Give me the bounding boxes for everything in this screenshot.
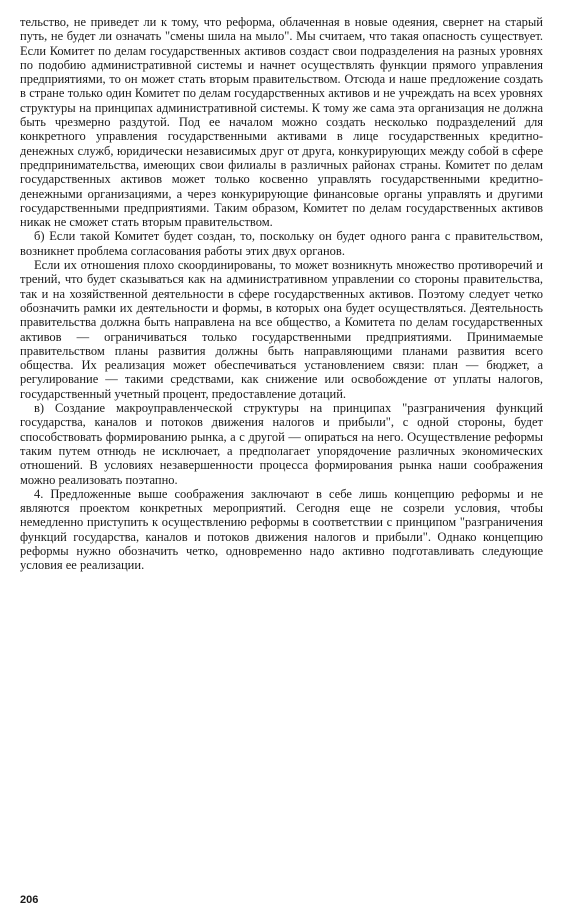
page-number: 206 [20, 893, 39, 906]
paragraph-v: в) Создание макроуправленческой структуры на принципах "разграничения функций государства, каналов и потоков движения налогов и прибыли", с одной стороны, будет способствовать формированию рынка, а с другой — опираться на него. Осуществление реформы таким путем отнюдь не исключает, а предполагает упорядочение различных экономических отношений. В условиях незавершенности процесса формирования рынка наши соображения можно реализовать поэтапно. [20, 401, 543, 487]
paragraph-b: б) Если такой Комитет будет создан, то, поскольку он будет одного ранга с правительством, возникнет проблема согласования работы этих двух органов. [20, 229, 543, 258]
paragraph-continuation: тельство, не приведет ли к тому, что реформа, облаченная в новые одеяния, свернет на старый путь, не будет ли означать "смены шила на мыло". Мы считаем, что такая опасность существует. Если Комитет по делам государственных активов создаст свои подразделения на разных уровнях по подобию административной системы и начнет осуществлять функции прямого управления предприятиями, то он может стать вторым правительством. Отсюда и наше предложение создать в стране только один Комитет по делам государственных активов и не учреждать на всех уровнях структуры на принципах административной системы. К тому же сама эта организация не должна быть чрезмерно раздутой. Под ее началом можно создать несколько подразделений для конкретного управления государственными активами в лице государственных кредитно-денежных служб, юридически независимых друг от друга, конкурирующих между собой в сфере предпринимательства, имеющих свои филиалы в различных районах страны. Комитет по делам государственных активов может только косвенно управлять государственными кредитно-денежными организациями, а через конкурирующие финансовые органы управлять и другими государственными предприятиями. Таким образом, Комитет по делам государственных активов никак не сможет стать вторым правительством. [20, 15, 543, 230]
paragraph-4: 4. Предложенные выше соображения заключают в себе лишь концепцию реформы и не являются проектом конкретных мероприятий. Сегодня еще не созрели условия, чтобы немедленно приступить к осуществлению реформы в соответствии с принципом "разграничения функций государства, каналов и потоков движения налогов и прибыли". Однако концепцию реформы нужно обозначить четко, одновременно надо активно подготавливать следующие условия ее реализации. [20, 486, 543, 573]
paragraph-relations: Если их отношения плохо скоординированы, то может возникнуть множество противоречий и трений, что будет сказываться как на административном управлении со стороны правительства, так и на хозяйственной деятельности в сфере государственных активов. Поэтому следует четко обозначить рамки их деятельности и формы, в которых она будет осуществляться. Деятельность правительства должна быть направлена на все общество, а Комитета по делам государственных активов — ограничиваться только государственными предприятиями. Принимаемые правительством планы развития должны быть направляющими планами развития всего общества. Их реализация может обеспечиваться установлением связи: план — бюджет, а регулирование — такими средствами, как снижение или освобождение от уплаты налогов, государственный учетный процент, предоставление дотаций. [20, 258, 543, 401]
